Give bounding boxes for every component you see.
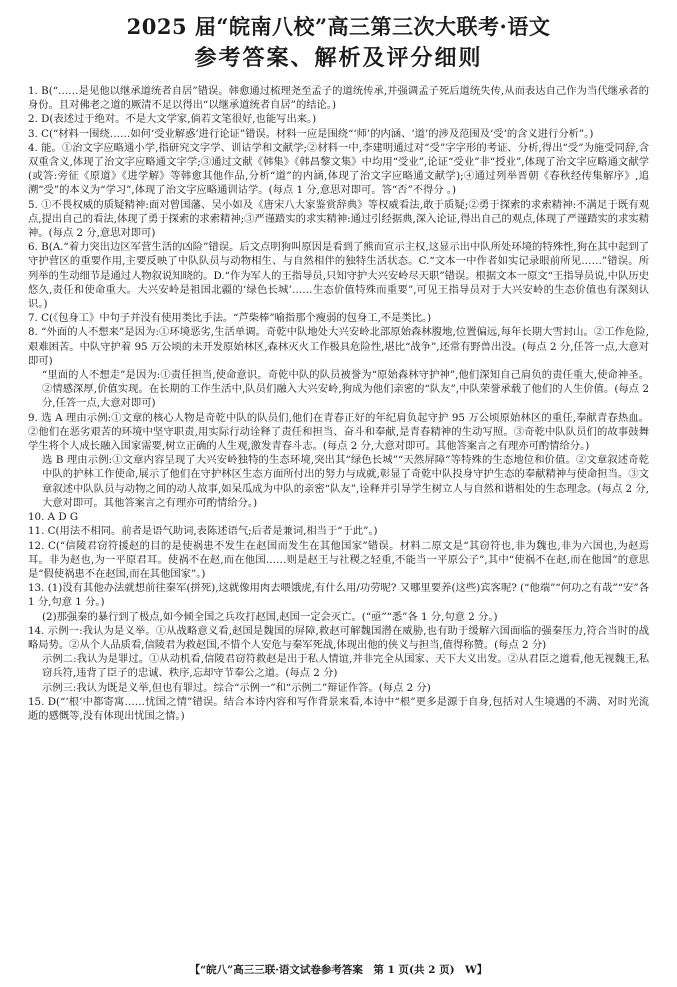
answer-item: 5. ①不畏权威的质疑精神:面对曾国藩、吴小如及《唐宋八大家鉴赏辞典》等权威看法,敢于质疑;②勇于探索的求索精神:不满足于既有观点,提出自己的看法,体现了勇于探索的求索精神;③严谨踏实的求实精神:通过引经据典,深入论证,得出自己的观点,体现了严谨踏实的求实精神。(每点 2 分,意思对即可) xyxy=(28,198,649,240)
answer-item: 10. A D G xyxy=(28,511,79,524)
answer-continuation: “里面的人不想走”是因为:①责任担当,使命意识。奇乾中队的队员被誉为“原始森林守护神”,他们深知自己肩负的责任重大,使命神圣。②情感深厚,价值实现。在长期的工作生活中,队员们融入大兴安岭,狗成为他们亲密的“队友”,中队荣誉承载了他们的人生价值。(每点 2 分,任答一点,大意对即可) xyxy=(42,369,649,410)
answer-item: 12. C(“信陵君窃符援赵的目的是使祸患不发生在赵国而发生在其他国家”错误。材料二原文是“其窃符也,非为魏也,非为六国也,为赵焉耳。非为赵也,为一平原君耳。使祸不在赵,而在他国……则是赵王与社稷之轻重,不能当一平原公子”,其中“使祸不在赵,而在他国”的意思是“假使祸患不在赵国,而在其他国家”。) xyxy=(28,539,649,580)
answer-item: 11. C(用法不相同。前者是语气助词,表陈述语气;后者是兼词,相当于“于此”。) xyxy=(28,525,378,538)
answer-item: 15. D(“‘根’中都寄寓……忧国之情”错误。结合本诗内容和写作背景来看,本诗中“根”更多是源于自身,包括对人生境遇的不满、对时光流逝的感慨等,没有体现出忧国之情。) xyxy=(28,695,649,722)
answer-item: 1. B(“……是见他以继承道统者自居”错误。韩愈通过梳理尧至孟子的道统传承,并强调孟子死后道统失传,从而表达自己作为当代继承者的身份。且对佛老之道的厥清不足以得出“以继承道统者自居”的结论。) xyxy=(28,85,649,112)
answer-continuation: 示例三:我认为既是义举,但也有罪过。综合“示例一”和“示例二”辩证作答。(每点 2 分) xyxy=(42,681,431,694)
answer-continuation: 选 B 理由示例:①文章内容呈现了大兴安岭独特的生态环境,突出其“绿色长城”“天然屏障”等特殊的生态地位和价值。②文章叙述奇乾中队的护林工作使命,展示了他们在守护林区生态方面所付出的努力与成就,彰显了奇乾中队投身守护生态的奉献精神与使命担当。③文章叙述中队队员与动物之间的动人故事,如呆瓜成为中队的亲密“队友”,诠释并引导学生树立人与自然和谐相处的生态理念。(每点 2 分,大意对即可。其他答案言之有理亦可酌情给分。) xyxy=(42,454,649,509)
answer-continuation: (2)那强秦的暴行到了极点,如今倾全国之兵攻打赵国,赵国一定会灭亡。(“亟”“悉”各 1 分,句意 2 分。) xyxy=(42,610,498,623)
answer-item: 9. 选 A 理由示例:①文章的核心人物是奇乾中队的队员们,他们在青春正好的年纪肩负起守护 95 万公顷原始林区的重任,奉献青春热血。②他们在恶劣艰苦的环境中坚守职责,用实际行动诠释了责任和担当、奋斗和奉献,是青春精神的生动写照。③奇乾中队队员们的故事鼓舞学生将个人成长融入国家需要,树立正确的人生观,激发青春斗志。(每点 2 分,大意对即可。其他答案言之有理亦可酌情给分。) xyxy=(28,411,649,453)
answer-item: 7. C(《包身工》中句子并没有使用类比手法。“芦柴棒”喻指那个瘦弱的包身工,不是类比。) xyxy=(28,312,432,325)
answers-body xyxy=(28,84,649,723)
document-subtitle: 参考答案、解析及评分细则 xyxy=(194,45,483,71)
answer-item: 6. B(A.“着力突出边区军营生活的凶险”错误。后文点明狗叫原因是看到了熊而宣示主权,这显示出中队所处环境的特殊性,狗在其中起到了守护营区的重要作用,主要反映了中队队员与动物相生、与自然相伴的独特生活状态。C.“文本一中作者如实记录眼前所见……”错误。所列举的生动细节是通过人物叙说知晓的。D.“作为军人的王指导员,只知守护大兴安岭尽天职”错误。根据文本一原文“王指导员说,中队历史悠久,责任和使命重大。大兴安岭是祖国北疆的‘绿色长城’……生态价值特殊而重要”,可见王指导员对于大兴安岭的生态价值也有深刻认识。) xyxy=(28,241,649,311)
answer-item: 14. 示例一:我认为是义举。①从战略意义看,赵国是魏国的屏障,救赵可解魏国潜在威胁,也有助于缓解六国面临的强秦压力,符合当时的战略局势。②从个人品质看,信陵君为救赵国,不惜个人安危与秦军死战,体现出他的侠义与担当,值得称赞。(每点 2 分) xyxy=(28,624,649,651)
document-title: 2025 届“皖南八校”高三第三次大联考·语文 xyxy=(126,14,551,39)
answer-item: 8. “外面的人不想来”是因为:①环境恶劣,生活单调。奇乾中队地处大兴安岭北部原始森林腹地,位置偏远,每年长期大雪封山。②工作危险,艰难困苦。中队守护着 95 万公顷的未开发原始林区,森林灭火工作极具危险性,堪比“战争”,还常有野兽出没。(每点 2 分,任答一点,大意对即可) xyxy=(28,326,649,367)
answer-item: 2. D(表述过于绝对。不是大文学家,倘若文笔很好,也能写出来。) xyxy=(28,113,317,126)
answer-item: 3. C(“材料一围绕……如何‘受业解惑’进行论证”错误。材料一应是围绕“‘师’的内涵、‘道’的涉及范围及‘受’的含义进行分析”。) xyxy=(28,127,594,140)
page-footer: 【“皖八”高三三联·语文试卷参考答案 第 1 页(共 2 页) W】 xyxy=(189,964,488,976)
answer-continuation: 示例二:我认为是罪过。①从动机看,信陵君窃符救赵是出于私人情谊,并非完全从国家、天下大义出发。②从君臣之道看,他无视魏王,私窃兵符,违背了臣子的忠诚、秩序,忘却守节奉公之道。(每点 2 分) xyxy=(42,653,649,680)
answer-item: 13. (1)没有其他办法就想前往秦军(拼死),这就像用肉去喂饿虎,有什么用/功劳呢? 又哪里要养(这些)宾客呢? (“他端”“何功之有哉”“安”各 1 分,句意 1 分。) xyxy=(28,582,649,609)
answer-item: 4. 能。①治文字应略通小学,指研究文字学、训诂学和文献学;②材料一中,李建明通过对“受”字字形的考证、分析,得出“受”为施受同辞,含双重含义,体现了治文字应略通文字学;③通过文献《韩集》《韩昌黎文集》中均用“受业”,论证“受业”非“授业”,体现了治文字应略通文献学(或答:旁征《原道》《进学解》等韩愈其他作品,分析“道”的内涵,体现了治文字应略通文献学);④通过列举晋朝《春秋经传集解序》,追溯“受”的本义为“学习”,体现了治文字应略通训诂学。(每点 1 分,意思对即可。答“否”不得分 。) xyxy=(28,141,649,197)
